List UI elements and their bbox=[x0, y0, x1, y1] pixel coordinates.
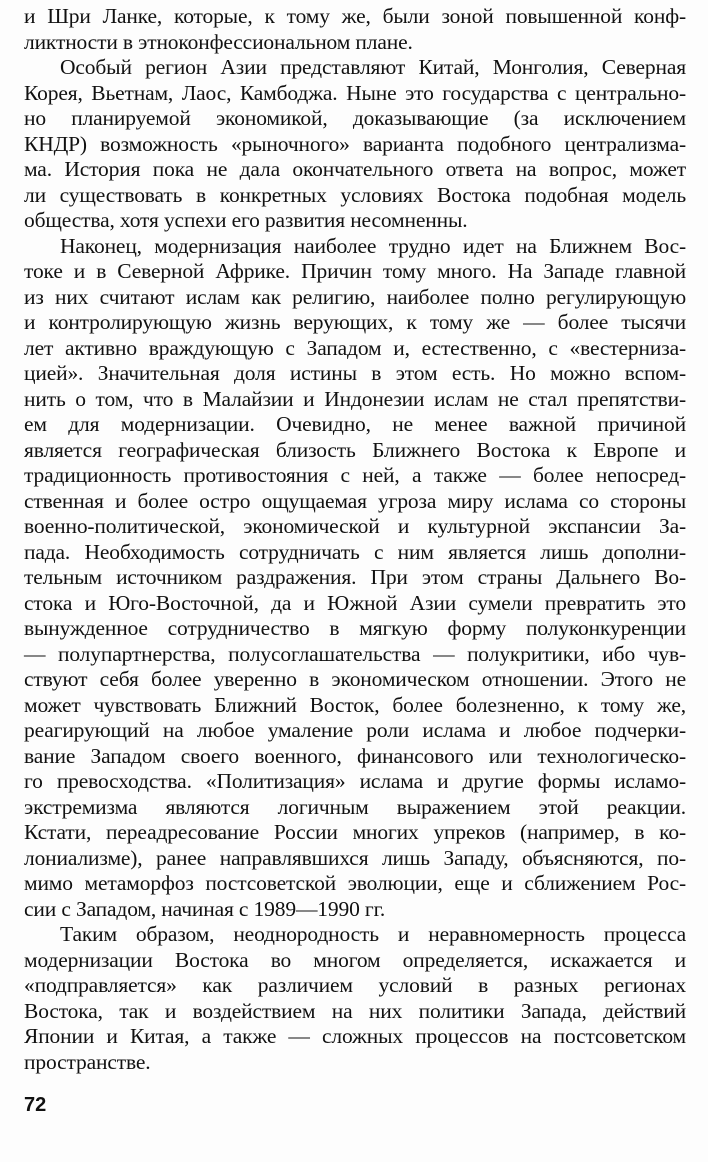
text-line: КНДР) возможность «рыночного» варианта подобного централизма- bbox=[24, 131, 686, 156]
text-line: модернизации Востока во многом определяется, искажается и bbox=[24, 947, 686, 972]
text-line: может чувствовать Ближний Восток, более болезненно, к тому же, bbox=[24, 692, 686, 717]
text-line: нить о том, что в Малайзии и Индонезии ислам не стал препятстви- bbox=[24, 386, 686, 411]
text-line: из них считают ислам как религию, наиболее полно регулирующую bbox=[24, 284, 686, 309]
text-line: ственная и более остро ощущаемая угроза миру ислама со стороны bbox=[24, 488, 686, 513]
text-line: ма. История пока не дала окончательного ответа на вопрос, может bbox=[24, 157, 686, 181]
paragraph bbox=[24, 4, 686, 55]
text-line: реагирующий на любое умаление роли ислама и любое подчерки- bbox=[24, 718, 686, 742]
text-line: пространстве. bbox=[24, 1049, 151, 1074]
text-line: лониализме), ранее направлявшихся лишь Западу, объясняются, по- bbox=[24, 845, 686, 870]
text-line: сии с Западом, начиная с 1989—1990 гг. bbox=[24, 896, 386, 921]
text-line: ствуют себя более уверенно в экономическом отношении. Этого не bbox=[24, 667, 686, 691]
page-number: 72 bbox=[24, 1094, 47, 1116]
paragraph bbox=[24, 55, 686, 234]
paragraph bbox=[24, 922, 686, 1075]
text-line: го превосходства. «Политизация» ислама и другие формы исламо- bbox=[24, 769, 686, 793]
paragraph bbox=[24, 234, 686, 923]
text-line: общества, хотя успехи его развития несомненны. bbox=[24, 208, 468, 232]
text-line: мимо метаморфоз постсоветской эволюции, еще и сближением Рос- bbox=[24, 871, 686, 895]
text-line: но планируемой экономикой, доказывающие (за исключением bbox=[24, 106, 686, 130]
text-line: Наконец, модернизация наиболее трудно идет на Ближнем Вос- bbox=[60, 233, 686, 258]
text-line: Особый регион Азии представляют Китай, Монголия, Северная bbox=[60, 55, 686, 79]
text-line: лет активно враждующую с Западом и, естественно, с «вестерниза- bbox=[24, 335, 686, 360]
text-line: Востока, так и воздействием на них политики Запада, действий bbox=[24, 998, 686, 1023]
text-line: «подправляется» как различием условий в разных регионах bbox=[24, 973, 686, 997]
text-line: и Шри Ланке, которые, к тому же, были зоной повышенной конф- bbox=[24, 4, 686, 28]
text-line: Кстати, переадресование России многих упреков (например, в ко- bbox=[24, 820, 686, 844]
text-line: экстремизма являются логичным выражением этой реакции. bbox=[24, 794, 686, 819]
text-line: цией». Значительная доля истины в этом есть. Но можно вспом- bbox=[24, 361, 686, 385]
text-line: военно-политической, экономической и культурной экспансии За- bbox=[24, 514, 686, 538]
text-line: Японии и Китая, а также — сложных процессов на постсоветском bbox=[24, 1024, 686, 1048]
text-line: вынужденное сотрудничество в мягкую форму полуконкуренции bbox=[24, 616, 686, 640]
text-line: стока и Юго-Восточной, да и Южной Азии сумели превратить это bbox=[24, 590, 686, 615]
text-line: ли существовать в конкретных условиях Востока подобная модель bbox=[24, 182, 686, 207]
text-line: пада. Необходимость сотрудничать с ним является лишь дополни- bbox=[24, 539, 686, 564]
text-line: и контролирующую жизнь верующих, к тому же — более тысячи bbox=[24, 310, 686, 334]
text-line: ликтности в этноконфессиональном плане. bbox=[24, 29, 413, 54]
text-line: — полупартнерства, полусоглашательства — полукритики, ибо чув- bbox=[24, 641, 686, 666]
text-line: ем для модернизации. Очевидно, не менее важной причиной bbox=[24, 412, 686, 436]
text-line: является географическая близость Ближнего Востока к Европе и bbox=[24, 437, 686, 462]
text-line: Таким образом, неоднородность и неравномерность процесса bbox=[60, 922, 686, 946]
text-line: Корея, Вьетнам, Лаос, Камбоджа. Ныне это государства с центрально- bbox=[24, 80, 686, 105]
body-text bbox=[24, 4, 686, 1075]
text-line: токе и в Северной Африке. Причин тому много. На Западе главной bbox=[24, 259, 686, 283]
text-line: традиционность противостояния с ней, а также — более непосред- bbox=[24, 463, 686, 487]
text-line: вание Западом своего военного, финансового или технологическо- bbox=[24, 743, 686, 768]
text-line: тельным источником раздражения. При этом страны Дальнего Во- bbox=[24, 565, 686, 589]
